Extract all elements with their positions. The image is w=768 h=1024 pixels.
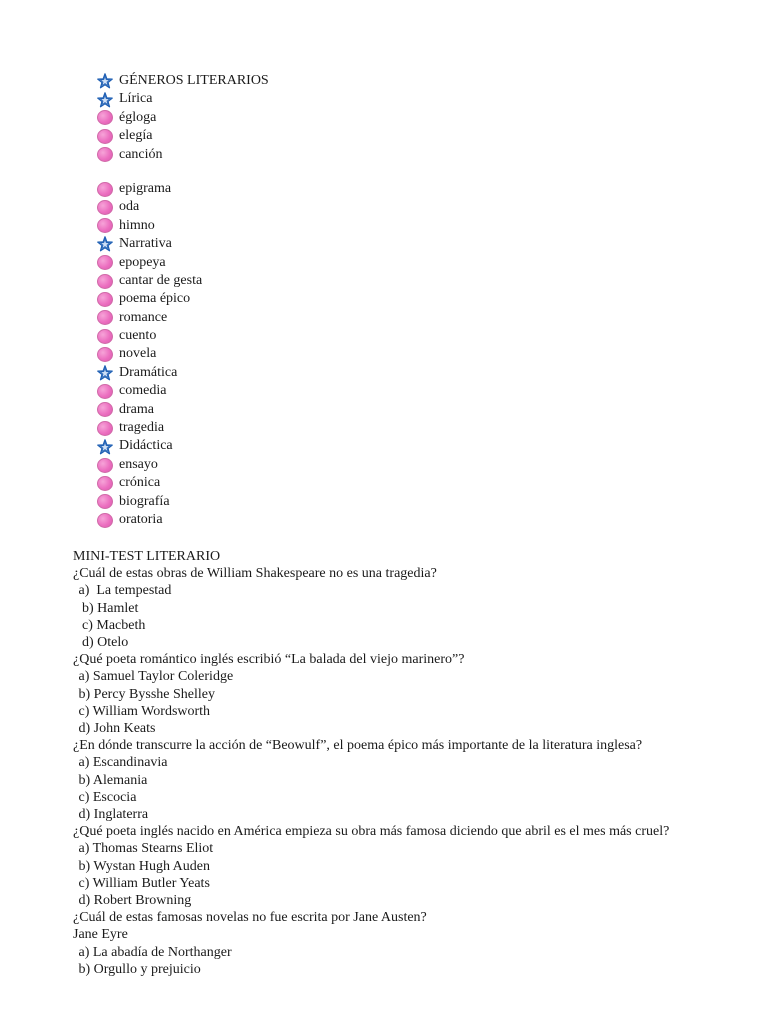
list-item (97, 474, 497, 492)
question-text: Jane Eyre (73, 927, 128, 943)
list-item (97, 401, 497, 419)
answer-option: b) Alemania (75, 772, 148, 788)
answer-option: a) La tempestad (75, 583, 172, 599)
list-item-label: elegía (119, 128, 153, 144)
answer-option: b) Wystan Hugh Auden (75, 858, 210, 874)
mini-test (73, 548, 713, 978)
list-item-label: comedia (119, 383, 167, 399)
answer-option: a) Samuel Taylor Coleridge (75, 669, 234, 685)
list-item-label: biografía (119, 493, 170, 509)
list-item (97, 127, 497, 145)
answer-option: a) La abadía de Northanger (75, 944, 232, 960)
list-item-label: Didáctica (119, 438, 173, 454)
list-item-label: égloga (119, 109, 157, 125)
star-icon (97, 236, 113, 252)
list-item (97, 437, 497, 455)
star-icon (97, 365, 113, 381)
list-item-label: cuento (119, 328, 157, 344)
list-item-label: tragedia (119, 420, 165, 436)
list-item (97, 364, 497, 382)
list-item-label: Lírica (119, 91, 153, 107)
answer-option: c) Macbeth (75, 617, 146, 633)
list-item (97, 217, 497, 235)
answer-option: c) William Butler Yeats (75, 875, 210, 891)
list-item (97, 235, 497, 253)
list-item (97, 272, 497, 290)
pink-circle-icon (97, 255, 113, 270)
list-item (97, 109, 497, 127)
list-item (97, 254, 497, 272)
answer-option: b) Percy Bysshe Shelley (75, 686, 215, 702)
question-text: ¿En dónde transcurre la acción de “Beowulf”, el poema épico más importante de la literatura inglesa? (73, 738, 643, 754)
genre-list (97, 72, 497, 529)
list-item (97, 290, 497, 308)
list-item-label: GÉNEROS LITERARIOS (119, 73, 269, 88)
list-item-label: oratoria (119, 511, 163, 527)
list-item (97, 493, 497, 511)
answer-option: a) Thomas Stearns Eliot (75, 841, 214, 857)
list-item-label: Dramática (119, 364, 178, 380)
quiz-lines (73, 565, 713, 978)
question-text: ¿Cuál de estas obras de William Shakespeare no es una tragedia? (73, 566, 437, 582)
star-icon (97, 439, 113, 455)
answer-option: b) Orgullo y prejuicio (75, 961, 201, 977)
pink-circle-icon (97, 310, 113, 325)
pink-circle-icon (97, 384, 113, 399)
answer-option: d) Robert Browning (75, 893, 192, 909)
list-item (97, 198, 497, 216)
answer-option: d) Inglaterra (75, 807, 149, 823)
list-item (97, 180, 497, 198)
pink-circle-icon (97, 129, 113, 144)
answer-option: d) John Keats (75, 721, 156, 737)
question-text: ¿Qué poeta romántico inglés escribió “La balada del viejo marinero”? (73, 652, 465, 668)
pink-circle-icon (97, 110, 113, 125)
pink-circle-icon (97, 274, 113, 289)
list-item (97, 146, 497, 164)
list-item-label: drama (119, 401, 154, 417)
list-item-label: crónica (119, 475, 161, 491)
answer-option: c) William Wordsworth (75, 703, 211, 719)
pink-circle-icon (97, 402, 113, 417)
star-icon (97, 73, 113, 89)
list-item-label: poema épico (119, 291, 191, 307)
list-item-label: ensayo (119, 456, 158, 472)
list-item (97, 72, 497, 90)
pink-circle-icon (97, 329, 113, 344)
pink-circle-icon (97, 292, 113, 307)
list-item (97, 309, 497, 327)
pink-circle-icon (97, 147, 113, 162)
answer-option: c) Escocia (75, 789, 137, 805)
star-icon (97, 92, 113, 108)
pink-circle-icon (97, 494, 113, 509)
question-text: ¿Cuál de estas famosas novelas no fue escrita por Jane Austen? (73, 910, 427, 926)
list-item-label: romance (119, 309, 168, 325)
pink-circle-icon (97, 421, 113, 436)
list-item (97, 382, 497, 400)
question-text: ¿Qué poeta inglés nacido en América empieza su obra más famosa diciendo que abril es el mes más cruel? (73, 824, 670, 840)
answer-option: b) Hamlet (75, 600, 139, 616)
list-item-label: Narrativa (119, 236, 172, 252)
list-item (97, 456, 497, 474)
pink-circle-icon (97, 476, 113, 491)
pink-circle-icon (97, 218, 113, 233)
answer-option: d) Otelo (75, 635, 129, 651)
list-item-label: himno (119, 217, 155, 233)
answer-option: a) Escandinavia (75, 755, 168, 771)
quiz-title: MINI-TEST LITERARIO (73, 549, 221, 564)
list-item-label: canción (119, 146, 163, 162)
pink-circle-icon (97, 347, 113, 362)
list-item-label: novela (119, 346, 157, 362)
list-item (97, 90, 497, 108)
pink-circle-icon (97, 458, 113, 473)
list-item-label: epopeya (119, 254, 166, 270)
list-item-label: oda (119, 199, 140, 215)
list-item (97, 511, 497, 529)
list-item (97, 345, 497, 363)
list-item-label: cantar de gesta (119, 272, 203, 288)
list-item-label: epigrama (119, 180, 172, 196)
pink-circle-icon (97, 182, 113, 197)
pink-circle-icon (97, 200, 113, 215)
list-spacer (97, 164, 497, 180)
list-item (97, 419, 497, 437)
list-item (97, 327, 497, 345)
pink-circle-icon (97, 513, 113, 528)
